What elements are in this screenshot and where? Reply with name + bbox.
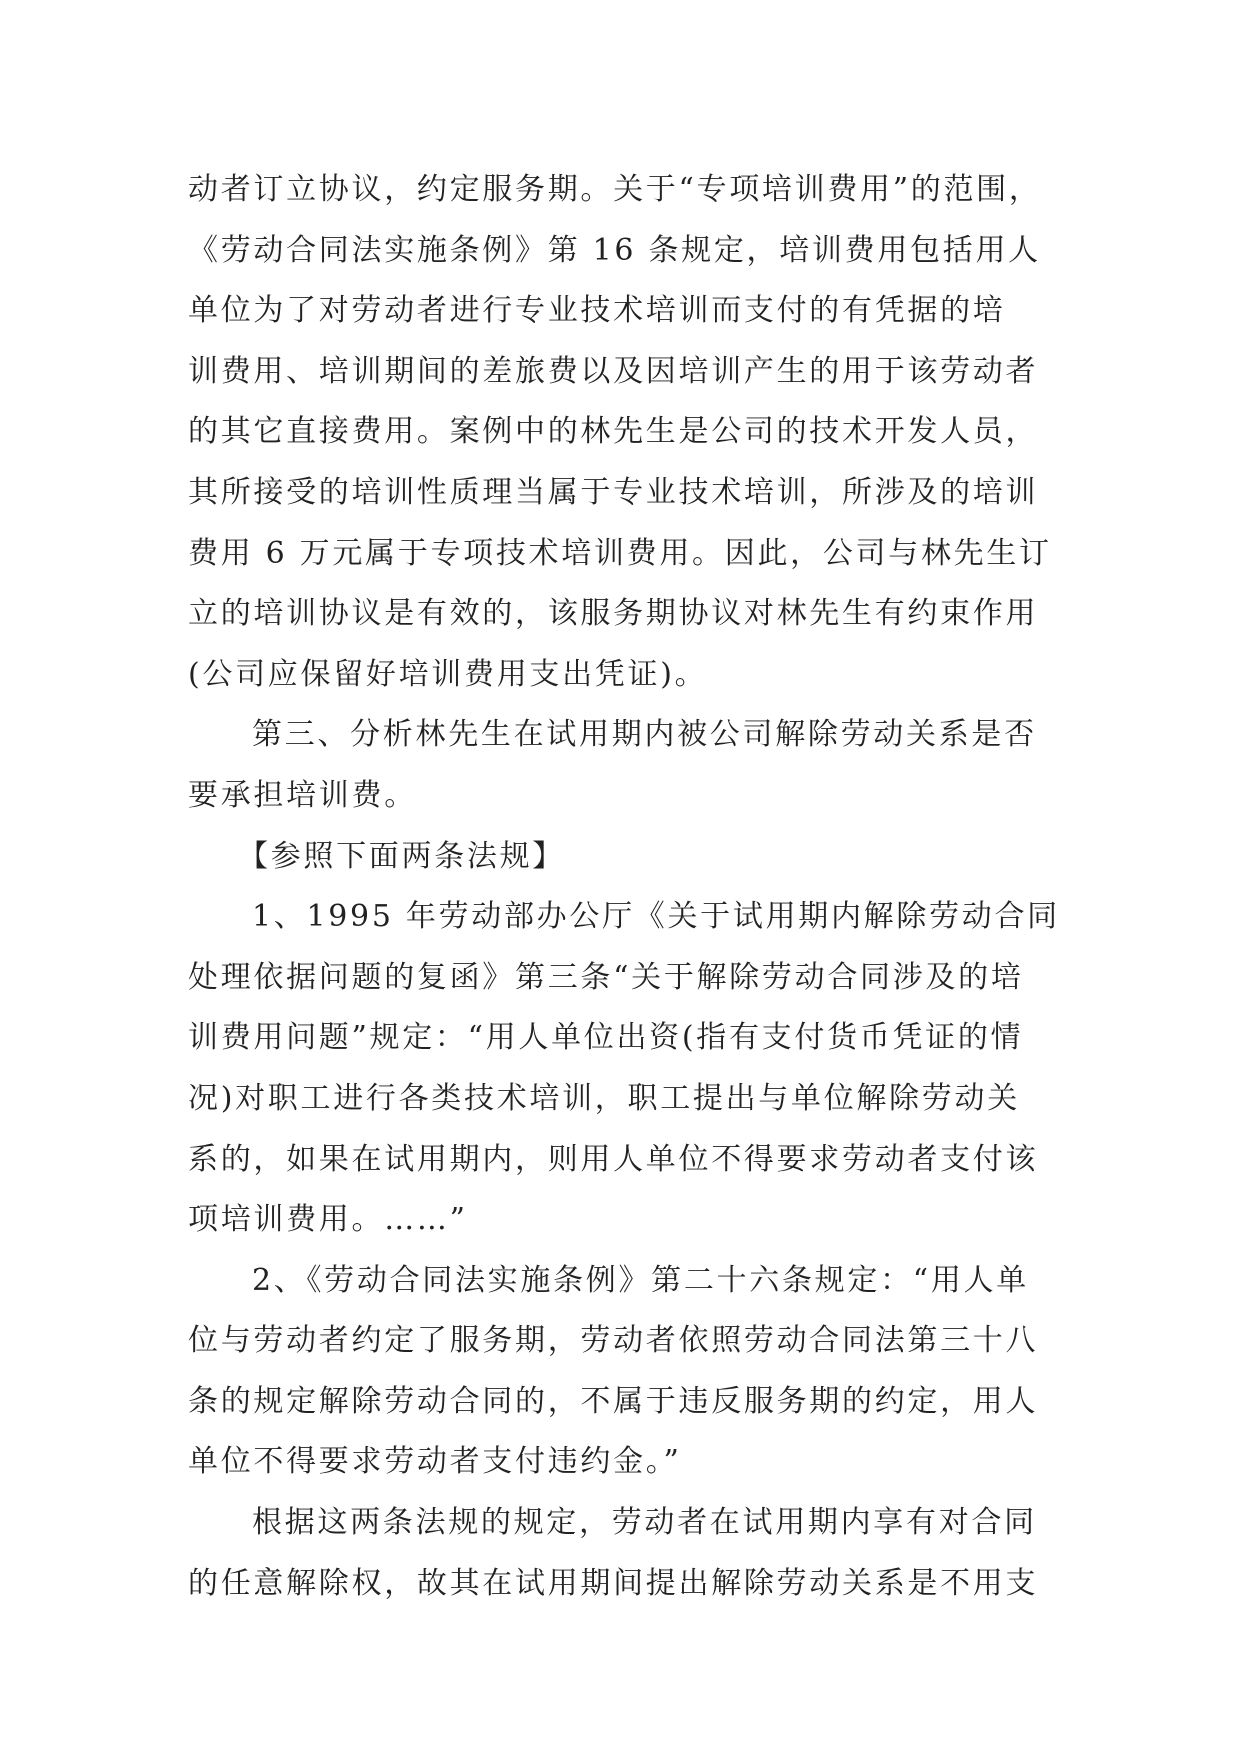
section-heading: 【参照下面两条法规】: [238, 838, 565, 874]
text-line: 费用 6 万元属于专项技术培训费用。因此，公司与林先生订: [188, 535, 1052, 571]
paragraph-start-line: 根据这两条法规的规定，劳动者在试用期内享有对合同: [252, 1505, 1037, 1541]
document-body: [188, 160, 1063, 1614]
paragraph-start-line: 第三、分析林先生在试用期内被公司解除劳动关系是否: [252, 717, 1037, 753]
paragraph-start-line: 2、《劳动合同法实施条例》第二十六条规定：“用人单: [252, 1262, 1029, 1298]
text-line: 系的，如果在试用期内，则用人单位不得要求劳动者支付该: [188, 1141, 1039, 1177]
text-line: 其所接受的培训性质理当属于专业技术培训，所涉及的培训: [188, 474, 1039, 510]
text-line: 项培训费用。……”: [188, 1202, 468, 1238]
text-line: 处理依据问题的复函》第三条“关于解除劳动合同涉及的培: [188, 959, 1024, 995]
text-line: 要承担培训费。: [188, 777, 417, 813]
text-line: 训费用问题”规定：“用人单位出资(指有支付货币凭证的情: [188, 1020, 1024, 1056]
paragraph-start-line: 1、1995 年劳动部办公厅《关于试用期内解除劳动合同: [252, 899, 1060, 935]
text-line: 况)对职工进行各类技术培训，职工提出与单位解除劳动关: [188, 1080, 1020, 1116]
text-line: 立的培训协议是有效的，该服务期协议对林先生有约束作用: [188, 596, 1039, 632]
text-line: (公司应保留好培训费用支出凭证)。: [188, 656, 708, 692]
text-line: 单位为了对劳动者进行专业技术培训而支付的有凭据的培: [188, 293, 1006, 329]
text-line: 条的规定解除劳动合同的，不属于违反服务期的约定，用人: [188, 1383, 1039, 1419]
text-line: 的其它直接费用。案例中的林先生是公司的技术开发人员，: [188, 414, 1039, 450]
text-line: 动者订立协议，约定服务期。关于“专项培训费用”的范围，: [188, 172, 1042, 207]
text-line: 位与劳动者约定了服务期，劳动者依照劳动合同法第三十八: [188, 1323, 1039, 1359]
text-line: 的任意解除权，故其在试用期间提出解除劳动关系是不用支: [188, 1565, 1039, 1601]
text-line: 训费用、培训期间的差旅费以及因培训产生的用于该劳动者: [188, 353, 1039, 389]
text-line: 单位不得要求劳动者支付违约金。”: [188, 1444, 682, 1480]
text-line: 《劳动合同法实施条例》第 16 条规定，培训费用包括用人: [188, 232, 1041, 268]
